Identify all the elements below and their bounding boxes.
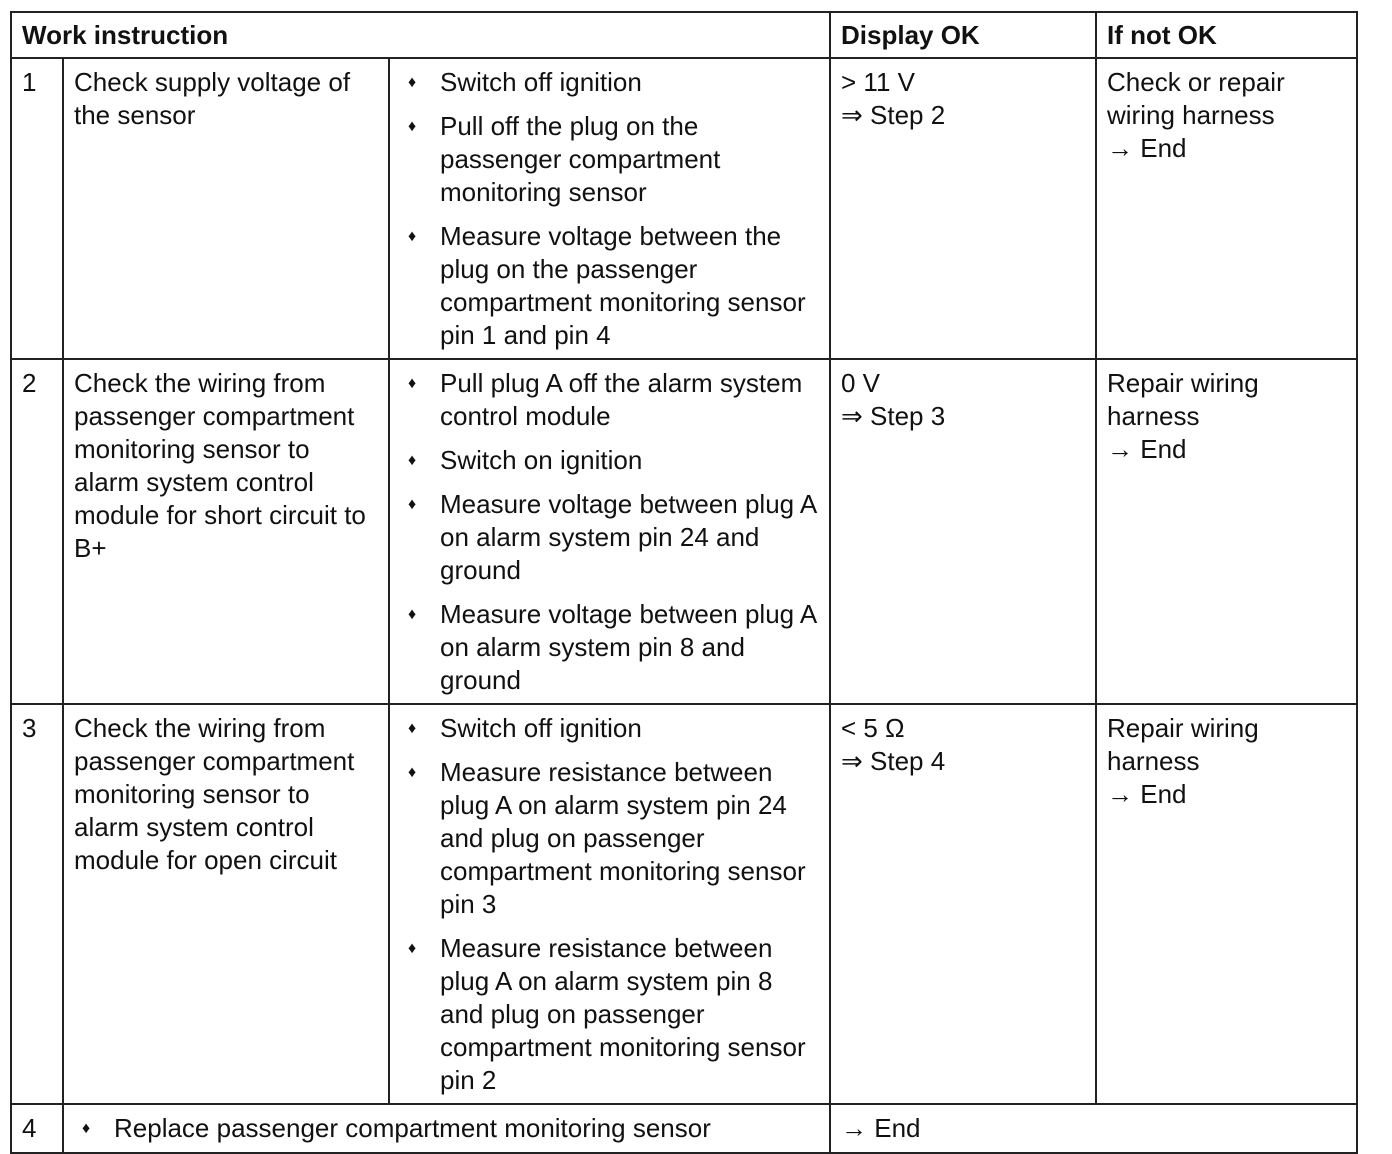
check-description: Check the wiring from passenger compartment monitoring sensor to alarm system control module for short circuit to B+ bbox=[63, 359, 389, 704]
table-row bbox=[11, 704, 1357, 1104]
step-text: Measure resistance between plug A on alarm system pin 8 and plug on passenger compartment monitoring sensor pin 2 bbox=[440, 933, 806, 1095]
if-not-ok-cell bbox=[1096, 58, 1357, 359]
list-item bbox=[400, 220, 819, 352]
if-not-ok-action: Repair wiring harness bbox=[1107, 713, 1259, 776]
display-ok-cell: → End bbox=[830, 1104, 1357, 1153]
list-item bbox=[400, 367, 819, 433]
table-row bbox=[11, 1104, 1357, 1153]
step-list-cell bbox=[389, 58, 830, 359]
work-instruction-sheet bbox=[10, 11, 1356, 1154]
if-not-ok-next: → End bbox=[1107, 779, 1187, 809]
bullet-diamond-icon: ♦ bbox=[408, 452, 417, 469]
bullet-diamond-icon: ♦ bbox=[408, 375, 417, 392]
bullet-diamond-icon: ♦ bbox=[408, 118, 417, 135]
display-ok-value: > 11 V bbox=[841, 67, 915, 97]
bullet-diamond-icon: ♦ bbox=[408, 720, 417, 737]
step-text: Measure voltage between plug A on alarm system pin 24 and ground bbox=[440, 489, 816, 585]
if-not-ok-cell bbox=[1096, 359, 1357, 704]
step-number: 4 bbox=[11, 1104, 63, 1153]
bullet-diamond-icon: ♦ bbox=[408, 940, 417, 957]
bullet-diamond-icon: ♦ bbox=[408, 496, 417, 513]
list-item bbox=[400, 488, 819, 587]
display-ok-cell bbox=[830, 58, 1096, 359]
step-text: Measure resistance between plug A on alarm system pin 24 and plug on passenger compartment monitoring sensor pin 3 bbox=[440, 757, 806, 919]
step-text: Switch off ignition bbox=[440, 713, 642, 743]
list-item bbox=[400, 756, 819, 921]
step-list bbox=[400, 712, 819, 1097]
if-not-ok-header: If not OK bbox=[1096, 12, 1357, 58]
if-not-ok-next: → End bbox=[1107, 434, 1187, 464]
display-ok-value: < 5 Ω bbox=[841, 713, 905, 743]
step-text: Pull off the plug on the passenger compartment monitoring sensor bbox=[440, 111, 721, 207]
bullet-diamond-icon: ♦ bbox=[408, 606, 417, 623]
list-item bbox=[400, 110, 819, 209]
step-number: 1 bbox=[11, 58, 63, 359]
display-ok-value: 0 V bbox=[841, 368, 881, 398]
step-list bbox=[400, 367, 819, 697]
display-ok-cell bbox=[830, 704, 1096, 1104]
if-not-ok-cell bbox=[1096, 704, 1357, 1104]
step-text: Pull plug A off the alarm system control module bbox=[440, 368, 803, 431]
bullet-diamond-icon: ♦ bbox=[82, 1120, 91, 1137]
display-ok-cell bbox=[830, 359, 1096, 704]
step-list-cell bbox=[389, 704, 830, 1104]
display-ok-next: ⇒ Step 3 bbox=[841, 401, 946, 431]
list-item bbox=[400, 712, 819, 745]
step-number: 3 bbox=[11, 704, 63, 1104]
check-description: Check the wiring from passenger compartment monitoring sensor to alarm system control module for open circuit bbox=[63, 704, 389, 1104]
display-ok-next: ⇒ Step 2 bbox=[841, 100, 946, 130]
list-item bbox=[400, 66, 819, 99]
display-ok-next: ⇒ Step 4 bbox=[841, 746, 946, 776]
step-text: Replace passenger compartment monitoring sensor bbox=[114, 1113, 711, 1143]
step-number: 2 bbox=[11, 359, 63, 704]
list-item bbox=[400, 598, 819, 697]
table-header-row bbox=[11, 12, 1357, 58]
final-step-cell bbox=[63, 1104, 830, 1153]
work-instruction-table bbox=[10, 11, 1358, 1154]
display-ok-header: Display OK bbox=[830, 12, 1096, 58]
step-text: Measure voltage between plug A on alarm system pin 8 and ground bbox=[440, 599, 816, 695]
check-description: Check supply voltage of the sensor bbox=[63, 58, 389, 359]
bullet-diamond-icon: ♦ bbox=[408, 74, 417, 91]
bullet-diamond-icon: ♦ bbox=[408, 228, 417, 245]
step-list-cell bbox=[389, 359, 830, 704]
table-row bbox=[11, 359, 1357, 704]
step-list bbox=[400, 66, 819, 352]
step-text: Measure voltage between the plug on the passenger compartment monitoring sensor pin 1 and pin 4 bbox=[440, 221, 806, 350]
if-not-ok-next: → End bbox=[1107, 133, 1187, 163]
work-instruction-header: Work instruction bbox=[11, 12, 830, 58]
step-text: Switch off ignition bbox=[440, 67, 642, 97]
if-not-ok-action: Repair wiring harness bbox=[1107, 368, 1259, 431]
list-item bbox=[400, 444, 819, 477]
if-not-ok-action: Check or repair wiring harness bbox=[1107, 67, 1285, 130]
list-item bbox=[74, 1112, 819, 1145]
step-text: Switch on ignition bbox=[440, 445, 643, 475]
list-item bbox=[400, 932, 819, 1097]
bullet-diamond-icon: ♦ bbox=[408, 764, 417, 781]
table-row bbox=[11, 58, 1357, 359]
